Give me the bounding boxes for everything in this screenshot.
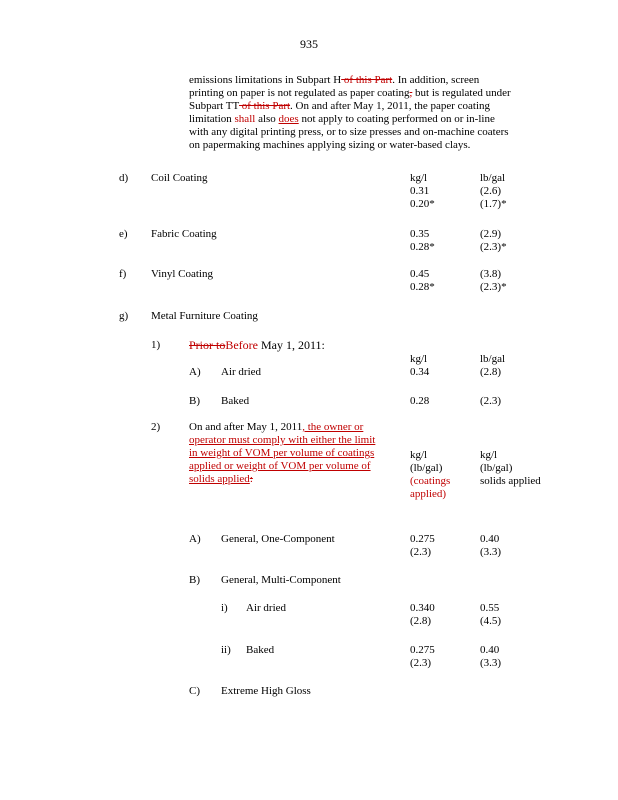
deleted-text: Prior to	[189, 338, 226, 352]
value: (2.6)	[480, 185, 502, 197]
g2-A-kg	[410, 533, 435, 559]
section-d-kg	[410, 172, 435, 211]
g2-lb-header	[480, 449, 541, 488]
deleted-text: of this Part	[341, 74, 393, 86]
section-e-lb	[480, 228, 507, 254]
header-line: (lb/gal)	[480, 462, 513, 474]
g1-B-kg: 0.28	[410, 395, 430, 407]
marked-text: does	[278, 113, 299, 125]
intro-line-2	[189, 87, 529, 100]
value: 0.28*	[410, 241, 435, 253]
value: (2.8)	[410, 615, 432, 627]
text: . On and after May 1, 2011, the paper coating	[290, 100, 491, 112]
value: 0.45	[410, 268, 430, 280]
deleted-text: :	[249, 473, 253, 485]
section-f-title: Vinyl Coating	[151, 268, 213, 280]
section-e-label: e)	[119, 228, 128, 240]
section-d-title: Coil Coating	[151, 172, 208, 184]
value: (2.8)	[480, 366, 502, 378]
value: (1.7)*	[480, 198, 507, 210]
value: 0.35	[410, 228, 430, 240]
g1-A-title: Air dried	[221, 366, 262, 378]
header-line: applied)	[410, 488, 447, 500]
section-g-label: g)	[119, 310, 129, 322]
text: not apply to coating performed on or in-line	[298, 113, 495, 125]
value: 0.275	[410, 644, 435, 656]
deleted-text: of this Part	[239, 100, 291, 112]
g2-C-label: C)	[189, 685, 200, 697]
section-d-label: d)	[119, 172, 129, 184]
value: 0.340	[410, 602, 435, 614]
g2-Bii-kg	[410, 644, 435, 670]
value: 0.40	[480, 533, 500, 545]
value: lb/gal	[480, 172, 506, 184]
value: 0.28*	[410, 281, 435, 293]
value: 0.55	[480, 602, 500, 614]
g2-Bii-lb	[480, 644, 501, 670]
g2-kg-header	[410, 449, 450, 501]
section-f-kg	[410, 268, 435, 294]
g1-label: 1)	[151, 339, 161, 351]
header-line: (lb/gal)	[410, 462, 443, 474]
header-line: kg/l	[480, 449, 498, 461]
value: (2.3)*	[480, 241, 507, 253]
g1-A-label: A)	[189, 366, 201, 378]
g1-B-lb: (2.3)	[480, 395, 502, 407]
text: limitation	[189, 113, 235, 125]
value: (3.3)	[480, 546, 502, 558]
g2-line-2: operator must comply with either the limit	[189, 434, 376, 446]
value: 0.34	[410, 366, 430, 378]
header-line: (coatings	[410, 475, 451, 487]
g2-Bii-title: Baked	[246, 644, 275, 656]
text: printing on paper is not regulated as paper coating	[189, 87, 410, 99]
value: lb/gal	[480, 353, 506, 365]
intro-line-5: with any digital printing press, or to size presses and on-machine coaters	[189, 126, 509, 138]
value: (3.3)	[480, 657, 502, 669]
value: (2.3)	[410, 657, 432, 669]
header-line: kg/l	[410, 449, 428, 461]
value: kg/l	[410, 353, 428, 365]
value: 0.40	[480, 644, 500, 656]
g2-A-label: A)	[189, 533, 201, 545]
text: . In addition, screen	[392, 74, 480, 86]
g2-B-title: General, Multi-Component	[221, 574, 341, 586]
intro-line-1	[189, 74, 529, 87]
value: (2.9)	[480, 228, 502, 240]
text: Subpart TT	[189, 100, 240, 112]
text: emissions limitations in Subpart H	[189, 74, 342, 86]
intro-paragraph	[189, 74, 529, 152]
g1-heading	[189, 339, 325, 352]
g2-line-1	[189, 421, 375, 434]
section-e-title: Fabric Coating	[151, 228, 217, 240]
text: also	[255, 113, 279, 125]
g2-Bi-title: Air dried	[246, 602, 287, 614]
header-line: solids applied	[480, 475, 541, 487]
value: (3.8)	[480, 268, 502, 280]
page-number: 935	[300, 37, 318, 51]
inserted-text: Before	[225, 338, 258, 352]
g2-line-3: in weight of VOM per volume of coatings	[189, 447, 375, 459]
g1-A-kg	[410, 353, 429, 379]
intro-line-6: on papermaking machines applying sizing or water-based clays.	[189, 139, 471, 151]
g2-Bi-label: i)	[221, 602, 228, 614]
g1-A-lb	[480, 353, 505, 379]
section-f-lb	[480, 268, 507, 294]
inserted-text: solids applied	[189, 473, 250, 485]
intro-line-3	[189, 100, 529, 113]
value: 0.31	[410, 185, 430, 197]
section-f-label: f)	[119, 268, 127, 280]
value: kg/l	[410, 172, 428, 184]
g1-B-title: Baked	[221, 395, 250, 407]
text: May 1, 2011:	[258, 338, 325, 352]
section-g-title: Metal Furniture Coating	[151, 310, 258, 322]
g2-line-5	[189, 473, 375, 486]
g2-A-title: General, One-Component	[221, 533, 335, 545]
g1-B-label: B)	[189, 395, 200, 407]
g2-A-lb	[480, 533, 501, 559]
g2-Bi-kg	[410, 602, 435, 628]
value: (4.5)	[480, 615, 502, 627]
deleted-text: ,	[409, 87, 413, 99]
text: but is regulated under	[412, 87, 511, 99]
g2-Bii-label: ii)	[221, 644, 231, 656]
section-d-lb	[480, 172, 507, 211]
value: 0.20*	[410, 198, 435, 210]
g2-heading	[189, 421, 375, 486]
inserted-text: , the owner or	[302, 421, 364, 433]
inserted-text: shall	[234, 113, 256, 125]
section-e-kg	[410, 228, 435, 254]
g2-label: 2)	[151, 421, 161, 433]
g2-line-4: applied or weight of VOM per volume of	[189, 460, 371, 472]
g2-B-label: B)	[189, 574, 200, 586]
text: On and after May 1, 2011	[189, 421, 303, 433]
g2-C-title: Extreme High Gloss	[221, 685, 311, 697]
intro-line-4	[189, 113, 529, 126]
value: 0.275	[410, 533, 435, 545]
value: (2.3)*	[480, 281, 507, 293]
value: (2.3)	[410, 546, 432, 558]
g2-Bi-lb	[480, 602, 501, 628]
